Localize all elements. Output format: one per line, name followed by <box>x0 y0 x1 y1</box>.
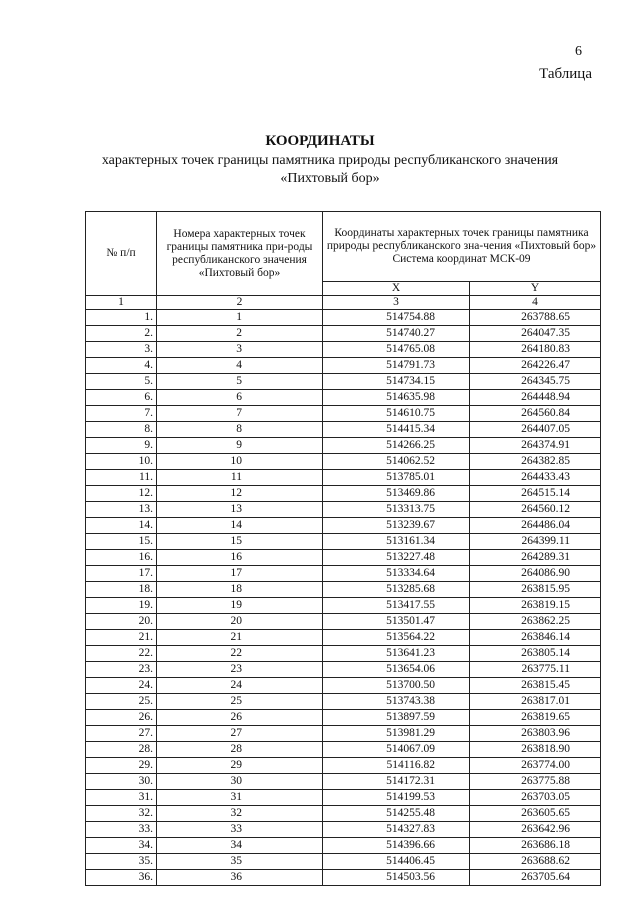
y-coordinate-cell: 263775.11 <box>470 662 601 678</box>
y-coordinate-cell: 263817.01 <box>470 694 601 710</box>
x-coordinate-cell: 514199.53 <box>323 790 470 806</box>
table-row <box>86 422 601 438</box>
y-coordinate-cell: 264345.75 <box>470 374 601 390</box>
point-number-cell: 9 <box>157 438 323 454</box>
index-cell: 1 <box>86 296 157 310</box>
table-row <box>86 598 601 614</box>
y-coordinate-cell: 264180.83 <box>470 342 601 358</box>
row-number-cell: 27. <box>86 726 157 742</box>
table-row <box>86 534 601 550</box>
table-row <box>86 822 601 838</box>
x-coordinate-cell: 514255.48 <box>323 806 470 822</box>
y-coordinate-cell: 263788.65 <box>470 310 601 326</box>
y-coordinate-cell: 264226.47 <box>470 358 601 374</box>
x-coordinate-cell: 513785.01 <box>323 470 470 486</box>
point-number-cell: 14 <box>157 518 323 534</box>
page-number: 6 <box>575 44 582 59</box>
row-number-cell: 5. <box>86 374 157 390</box>
y-coordinate-cell: 264560.84 <box>470 406 601 422</box>
x-coordinate-cell: 514415.34 <box>323 422 470 438</box>
y-coordinate-cell: 263846.14 <box>470 630 601 646</box>
table-row <box>86 390 601 406</box>
row-number-cell: 29. <box>86 758 157 774</box>
table-row <box>86 870 601 886</box>
point-number-cell: 11 <box>157 470 323 486</box>
table-label: Таблица <box>539 66 592 82</box>
point-number-cell: 7 <box>157 406 323 422</box>
y-coordinate-cell: 263819.65 <box>470 710 601 726</box>
point-number-cell: 32 <box>157 806 323 822</box>
table-row <box>86 790 601 806</box>
row-number-cell: 18. <box>86 582 157 598</box>
table-row <box>86 566 601 582</box>
table-row <box>86 310 601 326</box>
point-number-cell: 18 <box>157 582 323 598</box>
table-row <box>86 710 601 726</box>
table-row <box>86 518 601 534</box>
point-number-cell: 17 <box>157 566 323 582</box>
table-row <box>86 806 601 822</box>
index-cell: 4 <box>470 296 601 310</box>
document-subtitle: характерных точек границы памятника природы республиканского значения «Пихтовый бор» <box>101 153 559 186</box>
table-row <box>86 438 601 454</box>
y-coordinate-cell: 263815.95 <box>470 582 601 598</box>
x-coordinate-cell: 514754.88 <box>323 310 470 326</box>
y-coordinate-cell: 264086.90 <box>470 566 601 582</box>
point-number-cell: 15 <box>157 534 323 550</box>
point-number-cell: 12 <box>157 486 323 502</box>
table-row <box>86 662 601 678</box>
x-coordinate-cell: 513501.47 <box>323 614 470 630</box>
table-row <box>86 406 601 422</box>
row-number-cell: 34. <box>86 838 157 854</box>
row-number-cell: 20. <box>86 614 157 630</box>
x-coordinate-cell: 513313.75 <box>323 502 470 518</box>
x-coordinate-cell: 514503.56 <box>323 870 470 886</box>
row-number-cell: 17. <box>86 566 157 582</box>
row-number-cell: 4. <box>86 358 157 374</box>
coordinates-table <box>85 211 601 886</box>
x-coordinate-cell: 513285.68 <box>323 582 470 598</box>
table-row <box>86 630 601 646</box>
row-number-cell: 36. <box>86 870 157 886</box>
y-coordinate-cell: 264047.35 <box>470 326 601 342</box>
row-number-cell: 13. <box>86 502 157 518</box>
point-number-cell: 20 <box>157 614 323 630</box>
row-number-cell: 11. <box>86 470 157 486</box>
row-number-cell: 35. <box>86 854 157 870</box>
table-row <box>86 470 601 486</box>
x-coordinate-cell: 514062.52 <box>323 454 470 470</box>
document-title: КООРДИНАТЫ <box>265 133 375 149</box>
x-coordinate-cell: 513417.55 <box>323 598 470 614</box>
x-coordinate-cell: 513654.06 <box>323 662 470 678</box>
y-coordinate-cell: 264374.91 <box>470 438 601 454</box>
y-coordinate-cell: 263774.00 <box>470 758 601 774</box>
x-coordinate-cell: 514765.08 <box>323 342 470 358</box>
point-number-cell: 2 <box>157 326 323 342</box>
row-number-cell: 24. <box>86 678 157 694</box>
point-number-cell: 23 <box>157 662 323 678</box>
row-number-cell: 9. <box>86 438 157 454</box>
row-number-cell: 16. <box>86 550 157 566</box>
y-coordinate-cell: 264448.94 <box>470 390 601 406</box>
x-coordinate-cell: 513981.29 <box>323 726 470 742</box>
y-coordinate-cell: 264382.85 <box>470 454 601 470</box>
row-number-cell: 2. <box>86 326 157 342</box>
point-number-cell: 29 <box>157 758 323 774</box>
table-row <box>86 854 601 870</box>
column-header-y: Y <box>470 282 601 296</box>
point-number-cell: 33 <box>157 822 323 838</box>
x-coordinate-cell: 514406.45 <box>323 854 470 870</box>
row-number-cell: 30. <box>86 774 157 790</box>
point-number-cell: 27 <box>157 726 323 742</box>
x-coordinate-cell: 513161.34 <box>323 534 470 550</box>
point-number-cell: 21 <box>157 630 323 646</box>
table-row <box>86 486 601 502</box>
x-coordinate-cell: 514610.75 <box>323 406 470 422</box>
x-coordinate-cell: 513239.67 <box>323 518 470 534</box>
row-number-cell: 7. <box>86 406 157 422</box>
x-coordinate-cell: 514172.31 <box>323 774 470 790</box>
row-number-cell: 28. <box>86 742 157 758</box>
y-coordinate-cell: 263642.96 <box>470 822 601 838</box>
table-body <box>86 310 601 886</box>
y-coordinate-cell: 263862.25 <box>470 614 601 630</box>
row-number-cell: 10. <box>86 454 157 470</box>
y-coordinate-cell: 263818.90 <box>470 742 601 758</box>
y-coordinate-cell: 264560.12 <box>470 502 601 518</box>
row-number-cell: 1. <box>86 310 157 326</box>
point-number-cell: 36 <box>157 870 323 886</box>
table-row <box>86 838 601 854</box>
column-header-number: № п/п <box>86 212 157 296</box>
point-number-cell: 1 <box>157 310 323 326</box>
x-coordinate-cell: 514067.09 <box>323 742 470 758</box>
x-coordinate-cell: 514327.83 <box>323 822 470 838</box>
index-cell: 3 <box>323 296 470 310</box>
table-row <box>86 342 601 358</box>
point-number-cell: 35 <box>157 854 323 870</box>
row-number-cell: 25. <box>86 694 157 710</box>
table-row <box>86 326 601 342</box>
point-number-cell: 13 <box>157 502 323 518</box>
point-number-cell: 24 <box>157 678 323 694</box>
y-coordinate-cell: 263815.45 <box>470 678 601 694</box>
table-row <box>86 758 601 774</box>
row-number-cell: 23. <box>86 662 157 678</box>
x-coordinate-cell: 513334.64 <box>323 566 470 582</box>
point-number-cell: 3 <box>157 342 323 358</box>
x-coordinate-cell: 513641.23 <box>323 646 470 662</box>
point-number-cell: 25 <box>157 694 323 710</box>
row-number-cell: 22. <box>86 646 157 662</box>
y-coordinate-cell: 263805.14 <box>470 646 601 662</box>
table-row <box>86 582 601 598</box>
point-number-cell: 8 <box>157 422 323 438</box>
point-number-cell: 26 <box>157 710 323 726</box>
point-number-cell: 34 <box>157 838 323 854</box>
point-number-cell: 4 <box>157 358 323 374</box>
row-number-cell: 19. <box>86 598 157 614</box>
y-coordinate-cell: 263775.88 <box>470 774 601 790</box>
x-coordinate-cell: 513564.22 <box>323 630 470 646</box>
y-coordinate-cell: 263803.96 <box>470 726 601 742</box>
point-number-cell: 28 <box>157 742 323 758</box>
y-coordinate-cell: 264289.31 <box>470 550 601 566</box>
y-coordinate-cell: 263605.65 <box>470 806 601 822</box>
table-row <box>86 358 601 374</box>
point-number-cell: 6 <box>157 390 323 406</box>
row-number-cell: 21. <box>86 630 157 646</box>
point-number-cell: 31 <box>157 790 323 806</box>
column-header-x: X <box>323 282 470 296</box>
x-coordinate-cell: 514791.73 <box>323 358 470 374</box>
x-coordinate-cell: 514266.25 <box>323 438 470 454</box>
table-row <box>86 774 601 790</box>
point-number-cell: 10 <box>157 454 323 470</box>
x-coordinate-cell: 514116.82 <box>323 758 470 774</box>
table-row <box>86 742 601 758</box>
table-row <box>86 454 601 470</box>
y-coordinate-cell: 263703.05 <box>470 790 601 806</box>
y-coordinate-cell: 264515.14 <box>470 486 601 502</box>
table-row <box>86 726 601 742</box>
index-cell: 2 <box>157 296 323 310</box>
table-row <box>86 678 601 694</box>
x-coordinate-cell: 513743.38 <box>323 694 470 710</box>
x-coordinate-cell: 514635.98 <box>323 390 470 406</box>
point-number-cell: 16 <box>157 550 323 566</box>
row-number-cell: 15. <box>86 534 157 550</box>
point-number-cell: 19 <box>157 598 323 614</box>
row-number-cell: 3. <box>86 342 157 358</box>
row-number-cell: 14. <box>86 518 157 534</box>
point-number-cell: 30 <box>157 774 323 790</box>
point-number-cell: 22 <box>157 646 323 662</box>
y-coordinate-cell: 263688.62 <box>470 854 601 870</box>
y-coordinate-cell: 263686.18 <box>470 838 601 854</box>
x-coordinate-cell: 514740.27 <box>323 326 470 342</box>
row-number-cell: 26. <box>86 710 157 726</box>
row-number-cell: 6. <box>86 390 157 406</box>
column-header-point-number: Номера характерных точек границы памятника при-роды республиканского значения «Пихтовый бор» <box>157 212 323 296</box>
x-coordinate-cell: 513700.50 <box>323 678 470 694</box>
table-row <box>86 502 601 518</box>
row-number-cell: 12. <box>86 486 157 502</box>
y-coordinate-cell: 264407.05 <box>470 422 601 438</box>
column-header-coordinates: Координаты характерных точек границы памятника природы республиканского зна-чения «Пихтовый бор» Система координат МСК-09 <box>323 212 601 282</box>
table-row <box>86 374 601 390</box>
y-coordinate-cell: 264433.43 <box>470 470 601 486</box>
y-coordinate-cell: 263705.64 <box>470 870 601 886</box>
x-coordinate-cell: 514396.66 <box>323 838 470 854</box>
row-number-cell: 32. <box>86 806 157 822</box>
y-coordinate-cell: 264399.11 <box>470 534 601 550</box>
y-coordinate-cell: 264486.04 <box>470 518 601 534</box>
row-number-cell: 31. <box>86 790 157 806</box>
table-row <box>86 614 601 630</box>
y-coordinate-cell: 263819.15 <box>470 598 601 614</box>
x-coordinate-cell: 513469.86 <box>323 486 470 502</box>
table-row <box>86 550 601 566</box>
table-row <box>86 646 601 662</box>
point-number-cell: 5 <box>157 374 323 390</box>
row-number-cell: 33. <box>86 822 157 838</box>
x-coordinate-cell: 514734.15 <box>323 374 470 390</box>
table-row <box>86 694 601 710</box>
x-coordinate-cell: 513227.48 <box>323 550 470 566</box>
row-number-cell: 8. <box>86 422 157 438</box>
x-coordinate-cell: 513897.59 <box>323 710 470 726</box>
